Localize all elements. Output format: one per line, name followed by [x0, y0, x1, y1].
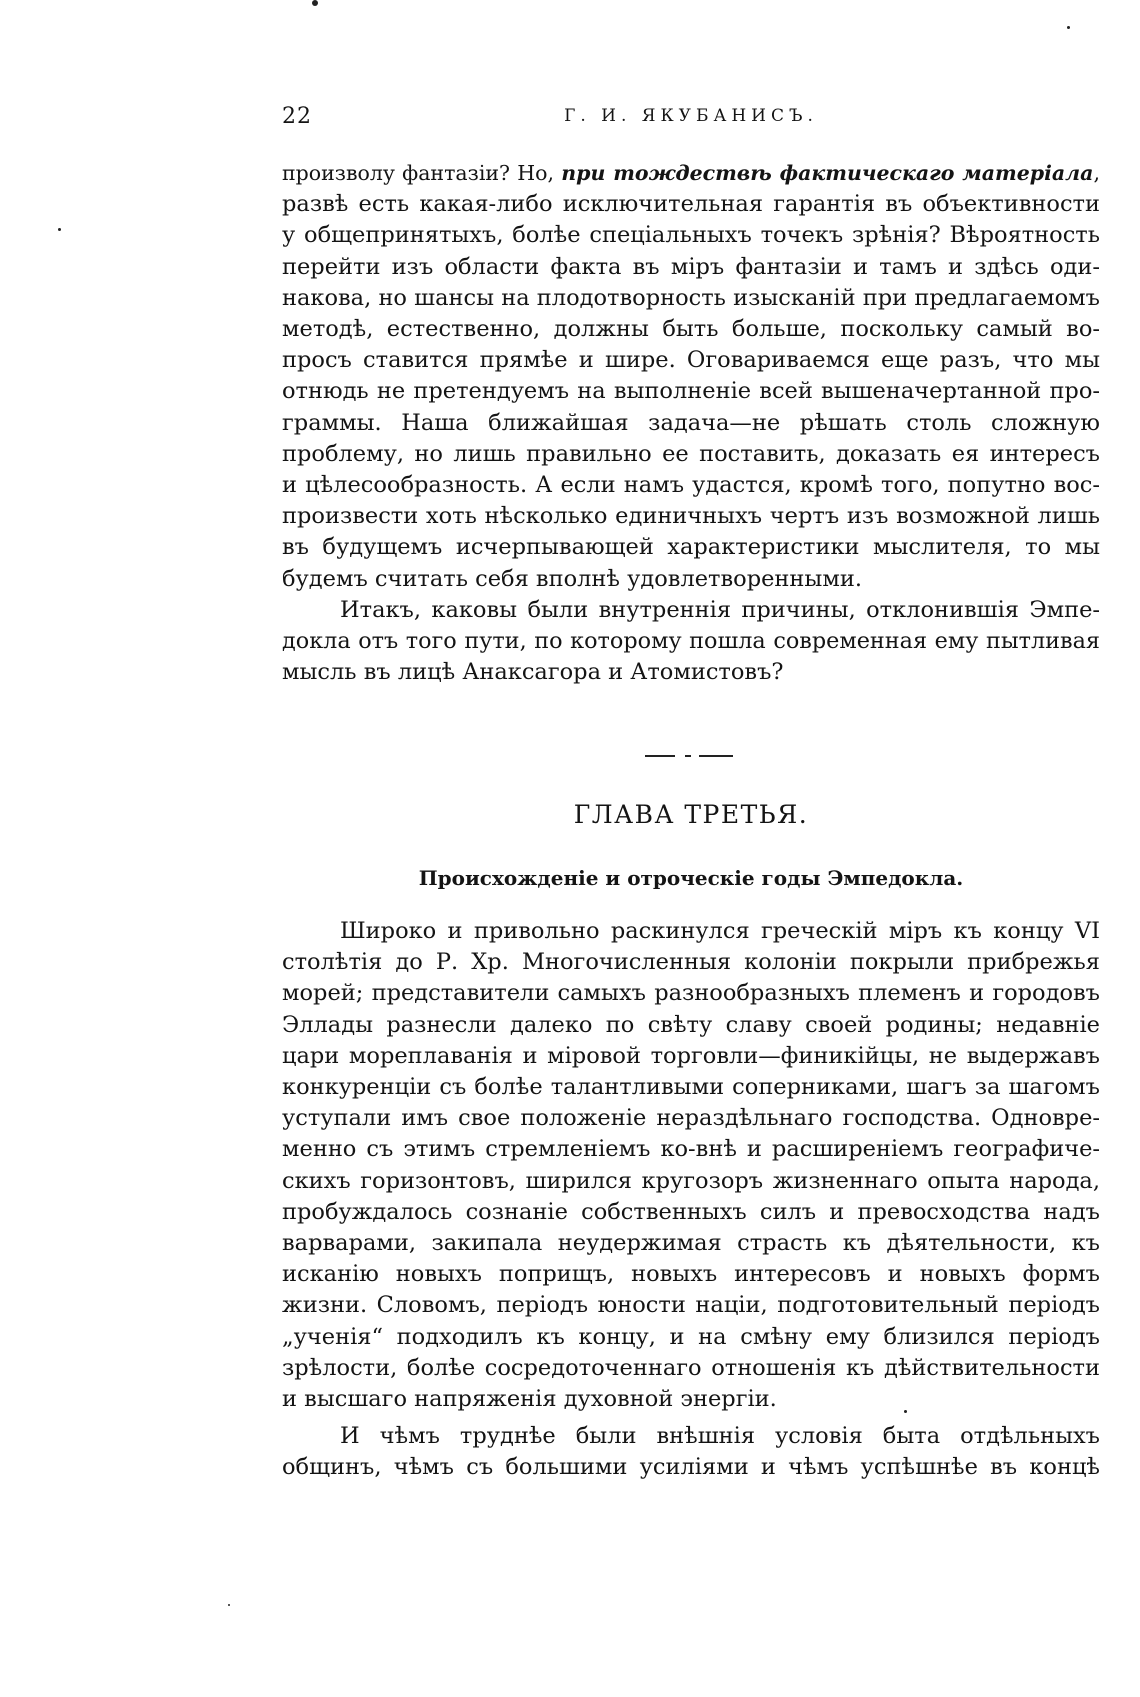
ink-speck [58, 228, 61, 231]
text-line: И чѣмъ труднѣе были внѣшнія условія быта отдѣльныхъ [340, 1423, 1100, 1450]
paragraph-continuation [282, 158, 1100, 688]
text-line: проблему, но лишь правильно ее поставить, доказать ея интересъ [282, 440, 1100, 467]
text-line: и цѣлесообразность. А если намъ удастся, кромѣ того, попутно вос- [282, 472, 1100, 499]
chapter-title: ГЛАВА ТРЕТЬЯ. [573, 800, 809, 829]
paragraph [282, 916, 1100, 1415]
text-line: методѣ, естественно, должны быть больше, поскольку самый во- [282, 316, 1100, 343]
paragraph [282, 595, 1100, 689]
text-line: развѣ есть какая-либо исключительная гарантія въ объективности [282, 191, 1100, 218]
text-line: граммы. Наша ближайшая задача—не рѣшать столь сложную [282, 409, 1100, 436]
text-line: „ученія“ подходилъ къ концу, и на смѣну ему близился періодъ [282, 1323, 1100, 1350]
text-line: просъ ставится прямѣе и шире. Оговариваемся еще разъ, что мы [282, 347, 1100, 374]
text-line: въ будущемъ исчерпывающей характеристики мыслителя, то мы [282, 534, 1100, 561]
emphasized-phrase: при тождествѣ фактическаго матеріала [561, 161, 1094, 185]
text-line: накова, но шансы на плодотворность изысканій при предлагаемомъ [282, 284, 1100, 311]
separator-dot [685, 755, 691, 757]
text-line: столѣтія до Р. Хр. Многочисленныя колоніи покрыли прибрежья [282, 949, 1100, 976]
ink-speck [1067, 26, 1070, 29]
text-line: у общепринятыхъ, болѣе спеціальныхъ точекъ зрѣнія? Вѣроятность [282, 222, 1100, 249]
separator-dash [645, 755, 675, 757]
text-line: общинъ, чѣмъ съ большими усиліями и чѣмъ успѣшнѣе въ концѣ [282, 1454, 1100, 1481]
text-line: Эллады разнесли далеко по свѣту славу своей родины; недавніе [282, 1011, 1100, 1038]
text-line: уступали имъ свое положеніе нераздѣльнаго господства. Одновре- [282, 1105, 1100, 1132]
text-line: Итакъ, каковы были внутреннія причины, отклонившія Эмпе- [340, 596, 1100, 623]
paragraph [282, 158, 1100, 595]
text-line: Широко и привольно раскинулся греческій міръ къ концу VI [340, 918, 1100, 944]
text-line: пробуждалось сознаніе собственныхъ силъ и превосходства надъ [282, 1198, 1100, 1225]
text-line: конкуренціи съ болѣе талантливыми соперниками, шагъ за шагомъ [282, 1074, 1100, 1101]
text-line: мысль въ лицѣ Анаксагора и Атомистовъ? [282, 659, 784, 686]
ink-speck [312, 0, 318, 6]
text-line: жизни. Словомъ, періодъ юности націи, подготовительный періодъ [282, 1292, 1100, 1319]
text-line: и высшаго напряженія духовной энергіи. [282, 1386, 777, 1413]
chapter-subtitle: Происхожденіе и отроческіе годы Эмпедокла. [418, 866, 964, 890]
page-header [282, 104, 1100, 138]
text-line: отнюдь не претендуемъ на выполненіе всей вышеначертанной про- [282, 378, 1100, 405]
text-line: варварами, закипала неудержимая страсть къ дѣятельности, къ [282, 1230, 1100, 1257]
text-line: менно съ этимъ стремленіемъ ко-внѣ и расширеніемъ географиче- [282, 1136, 1100, 1163]
text-line: произвести хоть нѣсколько единичныхъ чертъ изъ возможной лишь [282, 503, 1100, 530]
separator-dash [699, 755, 733, 757]
text-line: произволу фантазіи? Но, при тождествѣ фактическаго матеріала, [282, 161, 1100, 185]
page-number: 22 [282, 104, 312, 129]
running-head: Г. И. ЯКУБАНИСЪ. [564, 106, 818, 126]
text-line: скихъ горизонтовъ, ширился кругозоръ жизненнаго опыта народа, [282, 1167, 1100, 1194]
text-line: докла отъ того пути, по которому пошла современная ему пытливая [282, 628, 1100, 655]
section-separator [645, 753, 735, 759]
text-line: цари мореплаванія и міровой торговли—финикійцы, не выдержавъ [282, 1042, 1100, 1069]
paragraph [282, 1421, 1100, 1483]
text-line: исканію новыхъ поприщъ, новыхъ интересовъ и новыхъ формъ [282, 1261, 1100, 1288]
text-line: перейти изъ области факта въ міръ фантазіи и тамъ и здѣсь оди- [282, 253, 1100, 280]
text-line: зрѣлости, болѣе сосредоточеннаго отношенія къ дѣйствительности [282, 1354, 1100, 1381]
text-line: морей; представители самыхъ разнообразныхъ племенъ и городовъ [282, 980, 1100, 1007]
chapter-body [282, 916, 1100, 1484]
text-line: будемъ считать себя вполнѣ удовлетворенными. [282, 565, 862, 592]
ink-speck [228, 1604, 230, 1606]
